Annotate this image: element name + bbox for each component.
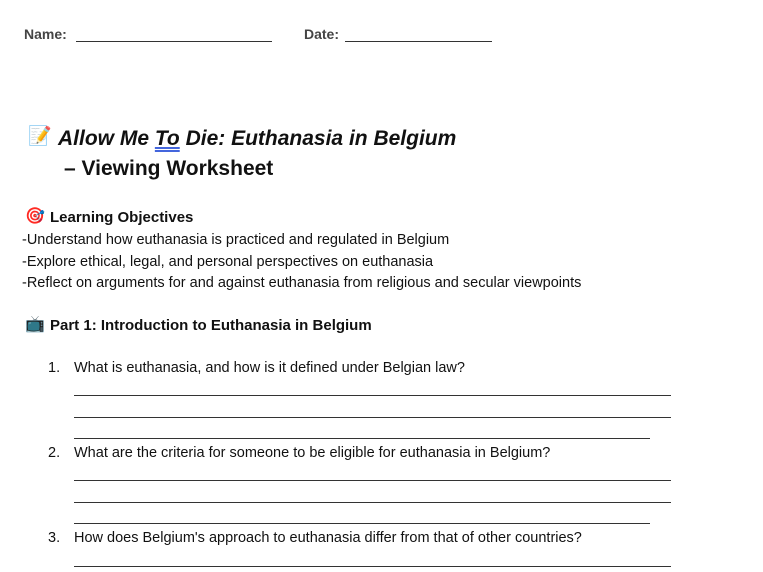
television-icon: 📺 — [25, 316, 45, 333]
date-field[interactable] — [345, 41, 492, 42]
worksheet-title — [58, 127, 456, 151]
question-text: What are the criteria for someone to be eligible for euthanasia in Belgium? — [74, 445, 551, 461]
objectives-heading: Learning Objectives — [50, 209, 194, 226]
objective-item: -Explore ethical, legal, and personal perspectives on euthanasia — [22, 254, 434, 270]
worksheet-subtitle: – Viewing Worksheet — [64, 157, 274, 180]
title-text: To — [154, 127, 180, 150]
part1-heading: Part 1: Introduction to Euthanasia in Belgium — [50, 317, 372, 334]
target-dart-icon: 🎯 — [25, 208, 45, 225]
date-label: Date: — [304, 26, 340, 42]
title-text: Allow Me — [58, 127, 155, 150]
answer-line[interactable] — [74, 480, 671, 481]
answer-line[interactable] — [74, 502, 671, 503]
question-number: 3. — [48, 530, 61, 546]
objective-item: -Reflect on arguments for and against euthanasia from religious and secular viewpoints — [22, 275, 582, 291]
answer-line[interactable] — [74, 417, 671, 418]
answer-line[interactable] — [74, 523, 650, 524]
question-text: How does Belgium's approach to euthanasia differ from that of other countries? — [74, 530, 582, 546]
question-number: 1. — [48, 360, 61, 376]
answer-line[interactable] — [74, 438, 650, 439]
memo-pencil-icon: 📝 — [28, 126, 52, 147]
question-text: What is euthanasia, and how is it defined under Belgian law? — [74, 360, 465, 376]
name-field[interactable] — [76, 41, 272, 42]
answer-line[interactable] — [74, 566, 671, 567]
title-text: Die: Euthanasia in Belgium — [179, 127, 457, 150]
question-number: 2. — [48, 445, 61, 461]
answer-line[interactable] — [74, 395, 671, 396]
objective-item: -Understand how euthanasia is practiced and regulated in Belgium — [22, 232, 450, 248]
name-label: Name: — [24, 26, 67, 42]
